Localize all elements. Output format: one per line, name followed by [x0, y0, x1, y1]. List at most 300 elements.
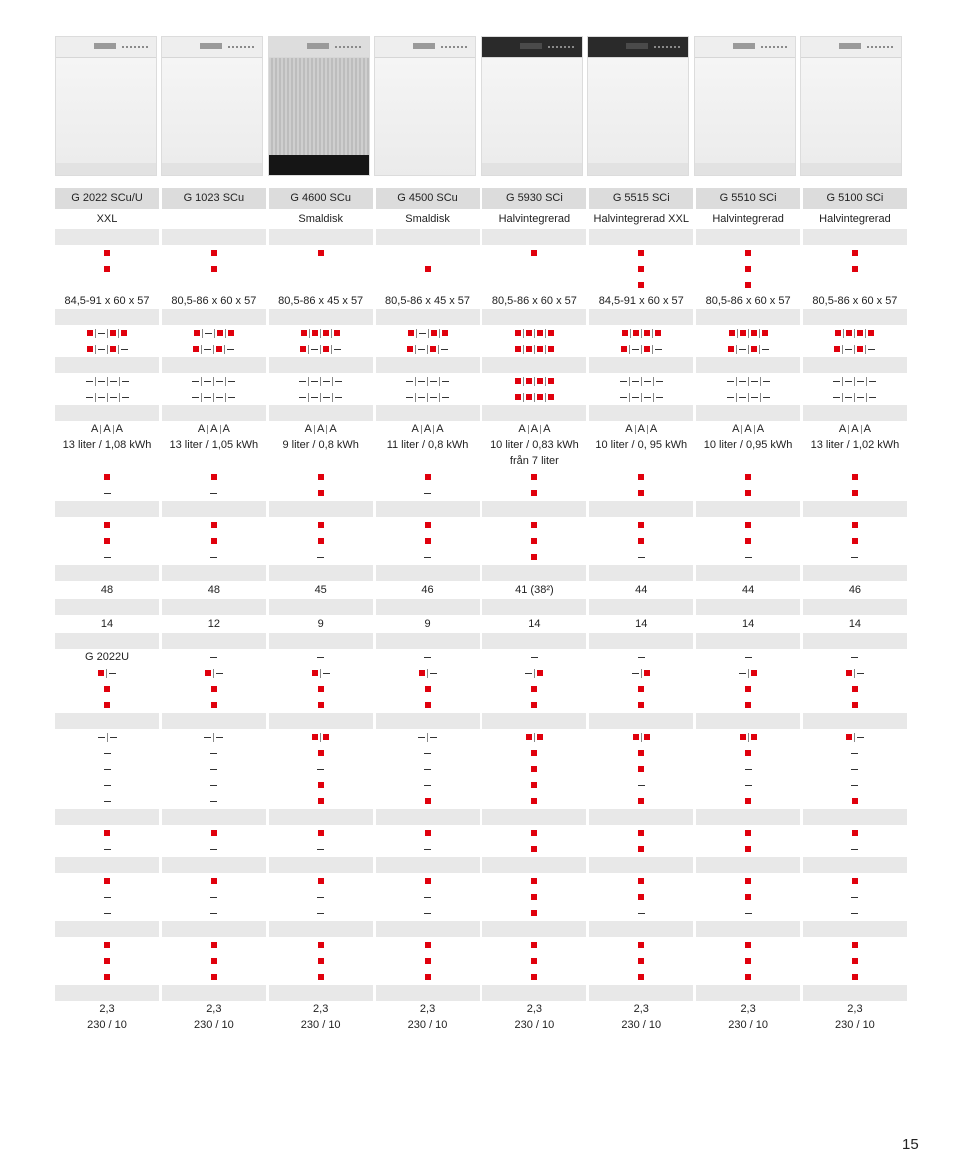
spec-cell	[482, 188, 586, 209]
spec-cell	[696, 453, 800, 469]
cell-text: 230 / 10	[835, 1018, 875, 1031]
spec-cell	[803, 549, 907, 565]
feature-yes-icon	[638, 750, 644, 756]
feature-yes-icon	[745, 282, 751, 288]
spec-row	[55, 581, 906, 599]
spec-row	[55, 1017, 906, 1033]
spec-cell	[803, 565, 907, 581]
cell-text: Halvintegrerad	[498, 212, 571, 225]
feature-no-icon	[216, 737, 223, 738]
spec-cell	[482, 681, 586, 697]
spec-cell	[589, 681, 693, 697]
feature-no-icon	[98, 737, 105, 738]
cell-marks	[406, 377, 449, 386]
cell-marks	[211, 878, 217, 884]
cell-text: 10 liter / 0, 95 kWh	[595, 438, 688, 451]
feature-yes-icon	[216, 346, 222, 352]
feature-no-icon	[104, 801, 111, 802]
separator-line	[118, 329, 119, 338]
section-divider-row	[55, 405, 906, 421]
spec-cell	[696, 713, 800, 729]
separator-line	[421, 425, 422, 434]
cell-marks	[104, 557, 111, 558]
separator-line	[854, 669, 855, 678]
feature-no-icon	[98, 381, 105, 382]
feature-yes-icon	[745, 686, 751, 692]
separator-line	[534, 393, 535, 402]
cell-marks	[87, 345, 128, 354]
cell-marks	[638, 766, 644, 772]
spec-cell	[696, 777, 800, 793]
separator-line	[760, 393, 761, 402]
spec-cell	[589, 873, 693, 889]
spec-cell	[55, 1001, 159, 1017]
spec-cell	[482, 469, 586, 485]
feature-yes-icon	[318, 250, 324, 256]
cell-marks	[525, 669, 543, 678]
feature-no-icon	[204, 737, 211, 738]
spec-cell	[376, 697, 480, 713]
spec-cell	[162, 341, 266, 357]
spec-cell	[376, 985, 480, 1001]
feature-no-icon	[323, 397, 330, 398]
cell-marks	[210, 557, 217, 558]
spec-cell	[55, 729, 159, 745]
spec-cell	[696, 437, 800, 453]
spec-cell	[376, 453, 480, 469]
spec-cell	[376, 581, 480, 599]
energy-class-letter: A	[115, 422, 124, 435]
cell-marks	[518, 423, 550, 436]
feature-yes-icon	[846, 670, 852, 676]
cell-text: 45	[314, 583, 327, 596]
separator-line	[854, 345, 855, 354]
cell-text: 230 / 10	[514, 1018, 555, 1031]
spec-cell	[482, 357, 586, 373]
feature-yes-icon	[531, 686, 537, 692]
cell-marks	[632, 669, 650, 678]
spec-cell	[55, 405, 159, 421]
cell-marks	[835, 329, 874, 338]
dishwasher-photo	[55, 36, 157, 176]
cell-marks	[318, 686, 324, 692]
spec-cell	[589, 649, 693, 665]
spec-cell	[376, 549, 480, 565]
feature-no-icon	[857, 673, 864, 674]
cell-marks	[86, 377, 129, 386]
spec-cell	[803, 777, 907, 793]
feature-no-icon	[857, 381, 864, 382]
separator-line	[736, 345, 737, 354]
spec-cell	[696, 229, 800, 245]
cell-text: 44	[635, 583, 648, 596]
spec-cell	[55, 533, 159, 549]
spec-cell	[482, 809, 586, 825]
feature-yes-icon	[638, 798, 644, 804]
spec-cell	[269, 453, 373, 469]
cell-marks	[312, 733, 329, 742]
cell-marks	[194, 329, 234, 338]
spec-row	[55, 841, 906, 857]
feature-no-icon	[745, 785, 752, 786]
spec-cell	[269, 469, 373, 485]
energy-class-letter: A	[210, 422, 218, 435]
cell-marks	[745, 538, 751, 544]
spec-row	[55, 615, 906, 633]
cell-marks	[98, 733, 117, 742]
spec-cell	[803, 229, 907, 245]
feature-yes-icon	[745, 522, 751, 528]
cell-marks	[846, 733, 864, 742]
cell-marks	[852, 702, 858, 708]
feature-yes-icon	[745, 958, 751, 964]
cell-marks	[192, 393, 235, 402]
feature-yes-icon	[211, 522, 217, 528]
spec-cell	[55, 809, 159, 825]
feature-yes-icon	[318, 830, 324, 836]
separator-line	[332, 377, 333, 386]
feature-yes-icon	[425, 686, 431, 692]
feature-yes-icon	[531, 830, 537, 836]
spec-cell	[482, 857, 586, 873]
spec-cell	[696, 469, 800, 485]
cell-marks	[852, 474, 858, 480]
cell-marks	[638, 266, 644, 272]
cell-marks	[531, 750, 537, 756]
spec-cell	[162, 261, 266, 277]
spec-cell	[696, 745, 800, 761]
separator-line	[629, 393, 630, 402]
spec-cell	[589, 841, 693, 857]
cell-marks	[531, 846, 537, 852]
feature-no-icon	[418, 349, 425, 350]
cell-marks	[638, 686, 644, 692]
feature-no-icon	[424, 557, 431, 558]
cell-marks	[424, 557, 431, 558]
spec-cell	[803, 209, 907, 229]
cell-marks	[745, 798, 751, 804]
spec-cell	[696, 681, 800, 697]
dishwasher-photo	[161, 36, 263, 176]
feature-yes-icon	[334, 330, 340, 336]
spec-cell	[55, 261, 159, 277]
spec-cell	[696, 277, 800, 293]
separator-line	[308, 345, 309, 354]
spec-cell	[269, 745, 373, 761]
cell-marks	[104, 474, 110, 480]
spec-cell	[482, 937, 586, 953]
spec-cell	[482, 1001, 586, 1017]
spec-row	[55, 777, 906, 793]
spec-cell	[55, 325, 159, 341]
spec-cell	[589, 697, 693, 713]
spec-cell	[269, 857, 373, 873]
cell-text: 2,3	[526, 1002, 543, 1015]
spec-cell	[696, 633, 800, 649]
spec-cell	[803, 953, 907, 969]
spec-cell	[696, 501, 800, 517]
feature-yes-icon	[211, 250, 217, 256]
cell-marks	[745, 657, 752, 658]
feature-no-icon	[833, 381, 840, 382]
spec-cell	[589, 985, 693, 1001]
feature-yes-icon	[531, 750, 537, 756]
separator-line	[119, 393, 120, 402]
cell-marks	[210, 657, 217, 658]
spec-cell	[269, 581, 373, 599]
feature-yes-icon	[852, 958, 858, 964]
spec-cell	[696, 905, 800, 921]
spec-cell	[162, 485, 266, 501]
feature-yes-icon	[537, 378, 543, 384]
cell-marks	[745, 830, 751, 836]
cell-marks	[318, 750, 324, 756]
spec-cell	[589, 1017, 693, 1033]
spec-cell	[803, 1017, 907, 1033]
spec-cell	[269, 533, 373, 549]
energy-class-letter: A	[197, 422, 206, 435]
cell-marks	[531, 490, 537, 496]
spec-cell	[482, 229, 586, 245]
feature-yes-icon	[531, 250, 537, 256]
feature-no-icon	[745, 913, 752, 914]
cell-text: 10 liter / 0,95 kWh	[703, 438, 793, 451]
spec-cell	[696, 649, 800, 665]
feature-yes-icon	[751, 734, 757, 740]
spec-cell	[55, 905, 159, 921]
energy-class-letter: A	[732, 422, 740, 435]
separator-line	[224, 345, 225, 354]
energy-class-letter: A	[317, 422, 325, 435]
spec-cell	[376, 599, 480, 615]
cell-marks	[425, 702, 431, 708]
energy-class-letter: A	[625, 422, 633, 435]
spec-cell	[55, 825, 159, 841]
cell-marks	[210, 753, 217, 754]
spec-row	[55, 873, 906, 889]
feature-no-icon	[227, 349, 234, 350]
spec-cell	[162, 357, 266, 373]
feature-yes-icon	[531, 798, 537, 804]
spec-cell	[55, 889, 159, 905]
spec-cell	[482, 277, 586, 293]
feature-yes-icon	[104, 250, 110, 256]
feature-yes-icon	[835, 330, 841, 336]
separator-line	[641, 329, 642, 338]
spec-cell	[376, 745, 480, 761]
spec-cell	[269, 188, 373, 209]
feature-yes-icon	[425, 702, 431, 708]
spec-cell	[589, 325, 693, 341]
spec-cell	[269, 261, 373, 277]
spec-cell	[55, 229, 159, 245]
cell-marks	[531, 766, 537, 772]
cell-marks	[87, 329, 127, 338]
spec-row	[55, 889, 906, 905]
cell-marks	[531, 657, 538, 658]
spec-row	[55, 188, 906, 209]
spec-cell	[376, 485, 480, 501]
feature-no-icon	[334, 349, 341, 350]
feature-yes-icon	[425, 474, 431, 480]
cell-text: Smaldisk	[405, 212, 450, 225]
spec-cell	[696, 615, 800, 633]
feature-yes-icon	[318, 522, 324, 528]
cell-marks	[211, 538, 217, 544]
cell-marks	[515, 393, 554, 402]
spec-row	[55, 373, 906, 389]
cell-text: 44	[741, 583, 755, 596]
spec-cell	[55, 565, 159, 581]
spec-cell	[162, 277, 266, 293]
feature-yes-icon	[745, 750, 751, 756]
cell-text: G 5515 SCi	[612, 192, 670, 204]
cell-text: 2,3	[847, 1002, 863, 1015]
spec-cell	[482, 325, 586, 341]
cell-text: XXL	[96, 212, 118, 225]
feature-no-icon	[418, 381, 425, 382]
cell-marks	[745, 785, 752, 786]
spec-cell	[482, 293, 586, 309]
cell-marks	[638, 894, 644, 900]
spec-cell	[482, 697, 586, 713]
feature-no-icon	[104, 785, 111, 786]
spec-cell	[482, 421, 586, 437]
separator-line	[653, 393, 654, 402]
feature-yes-icon	[121, 330, 127, 336]
spec-cell	[376, 953, 480, 969]
spec-cell	[376, 761, 480, 777]
cell-marks	[424, 849, 431, 850]
spec-row	[55, 293, 906, 309]
feature-yes-icon	[323, 346, 329, 352]
spec-cell	[162, 937, 266, 953]
energy-class-letter: A	[90, 422, 99, 435]
cell-text: 2,3	[419, 1002, 436, 1015]
feature-no-icon	[216, 397, 223, 398]
feature-yes-icon	[87, 346, 93, 352]
cell-marks	[210, 493, 217, 494]
spec-cell	[269, 517, 373, 533]
feature-no-icon	[323, 381, 330, 382]
spec-row	[55, 649, 906, 665]
feature-no-icon	[851, 769, 858, 770]
spec-cell	[269, 389, 373, 405]
spec-cell	[55, 969, 159, 985]
feature-no-icon	[317, 657, 324, 658]
spec-cell	[589, 229, 693, 245]
feature-yes-icon	[430, 346, 436, 352]
cell-marks	[104, 958, 110, 964]
feature-yes-icon	[644, 330, 650, 336]
feature-yes-icon	[745, 878, 751, 884]
cell-text: 84,5-91 x 60 x 57	[64, 294, 150, 307]
spec-cell	[376, 969, 480, 985]
spec-row	[55, 341, 906, 357]
spec-cell	[376, 649, 480, 665]
feature-no-icon	[845, 397, 852, 398]
cell-marks	[621, 345, 662, 354]
spec-cell	[376, 713, 480, 729]
spec-cell	[269, 649, 373, 665]
spec-row	[55, 485, 906, 501]
spec-cell	[376, 889, 480, 905]
separator-line	[320, 329, 321, 338]
spec-cell	[696, 953, 800, 969]
spec-cell	[55, 188, 159, 209]
spec-cell	[376, 681, 480, 697]
spec-cell	[55, 777, 159, 793]
separator-line	[95, 377, 96, 386]
spec-cell	[803, 485, 907, 501]
cell-marks	[419, 669, 437, 678]
separator-line	[107, 329, 108, 338]
cell-marks	[86, 393, 129, 402]
spec-cell	[376, 188, 480, 209]
cell-marks	[728, 345, 769, 354]
cell-marks	[531, 942, 537, 948]
spec-cell	[803, 793, 907, 809]
cell-marks	[739, 669, 757, 678]
feature-yes-icon	[211, 474, 217, 480]
cell-marks	[210, 897, 217, 898]
spec-cell	[162, 421, 266, 437]
cell-marks	[425, 830, 431, 836]
cell-marks	[104, 830, 110, 836]
cell-marks	[318, 522, 324, 528]
spec-cell	[376, 229, 480, 245]
spec-cell	[589, 309, 693, 325]
feature-yes-icon	[515, 330, 521, 336]
cell-marks	[317, 657, 324, 658]
feature-yes-icon	[740, 330, 746, 336]
spec-cell	[269, 565, 373, 581]
spec-row	[55, 453, 906, 469]
feature-yes-icon	[638, 766, 644, 772]
feature-yes-icon	[531, 846, 537, 852]
spec-cell	[269, 357, 373, 373]
feature-yes-icon	[655, 330, 661, 336]
separator-line	[415, 393, 416, 402]
feature-no-icon	[104, 557, 111, 558]
separator-line	[748, 669, 749, 678]
feature-yes-icon	[834, 346, 840, 352]
separator-line	[854, 393, 855, 402]
cell-text: 10 liter / 0,83 kWh	[490, 438, 579, 451]
section-divider-row	[55, 857, 906, 873]
cell-marks	[425, 686, 431, 692]
feature-yes-icon	[211, 958, 217, 964]
spec-cell	[376, 373, 480, 389]
cell-marks	[407, 345, 448, 354]
spec-cell	[376, 841, 480, 857]
feature-yes-icon	[852, 878, 858, 884]
feature-no-icon	[299, 381, 306, 382]
spec-cell	[482, 889, 586, 905]
feature-yes-icon	[211, 538, 217, 544]
spec-cell	[696, 405, 800, 421]
cell-marks	[531, 910, 537, 916]
energy-class-letter: A	[543, 422, 551, 435]
separator-line	[225, 329, 226, 338]
feature-no-icon	[104, 849, 111, 850]
feature-yes-icon	[548, 330, 554, 336]
feature-no-icon	[228, 381, 235, 382]
cell-marks	[531, 798, 537, 804]
cell-marks	[104, 266, 110, 272]
cell-marks	[425, 878, 431, 884]
spec-cell	[696, 325, 800, 341]
